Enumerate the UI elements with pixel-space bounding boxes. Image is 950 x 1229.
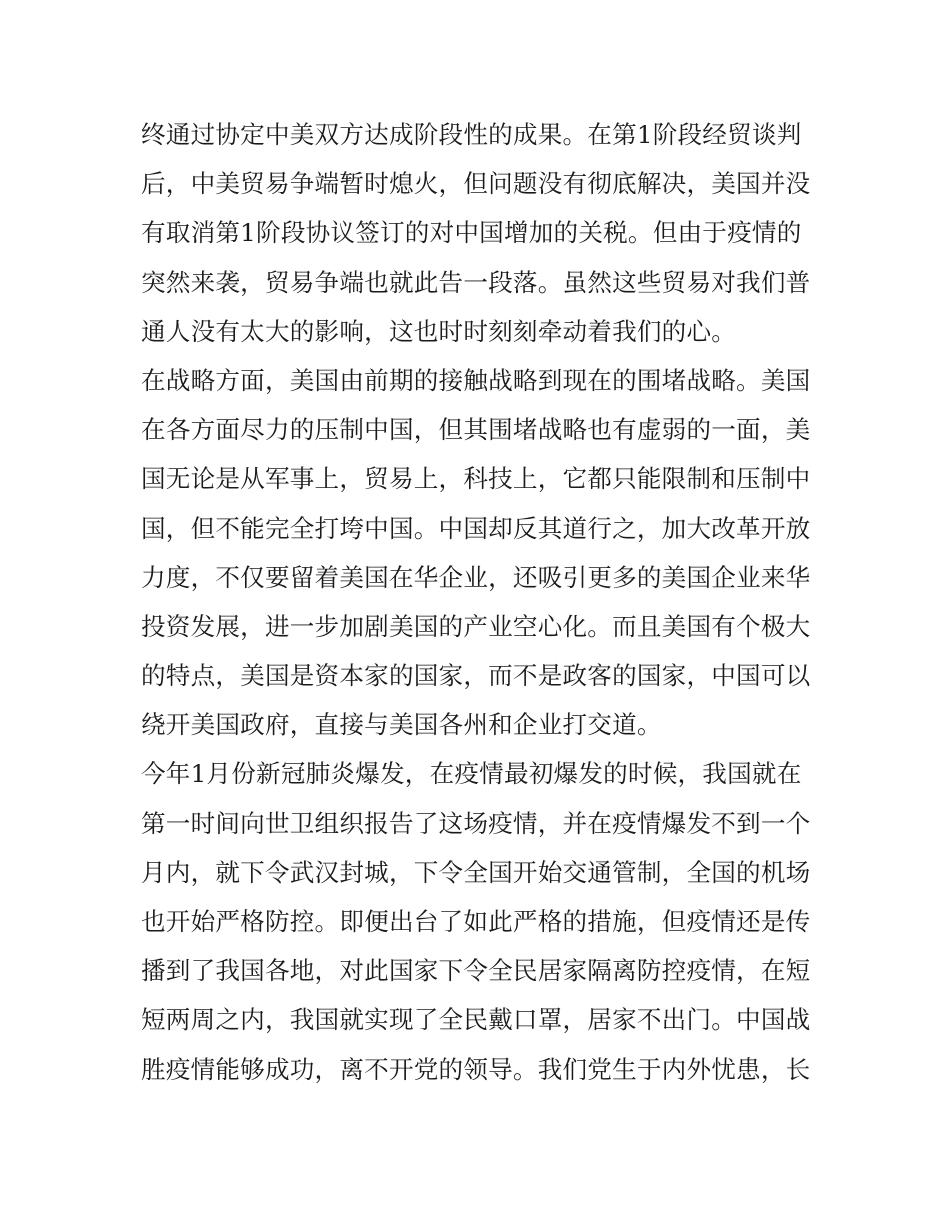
text-line: 短两周之内，我国就实现了全民戴口罩，居家不出门。中国战: [141, 1005, 811, 1035]
text-line: 国无论是从军事上，贸易上，科技上，它都只能限制和压制中: [141, 464, 811, 494]
text-line: 国，但不能完全打垮中国。中国却反其道行之，加大改革开放: [141, 513, 811, 543]
text-line: 在战略方面，美国由前期的接触战略到现在的围堵战略。美国: [141, 365, 811, 395]
text-line: 终通过协定中美双方达成阶段性的成果。在第1阶段经贸谈判: [141, 120, 802, 149]
text-line: 力度，不仅要留着美国在华企业，还吸引更多的美国企业来华: [141, 562, 811, 592]
text-line: 胜疫情能够成功，离不开党的领导。我们党生于内外忧患，长: [141, 1054, 811, 1084]
text-line: 有取消第1阶段协议签订的对中国增加的关税。但由于疫情的: [141, 218, 802, 248]
paragraph-epidemic: [141, 749, 809, 1093]
text-line: 月内，就下令武汉封城，下令全国开始交通管制，全国的机场: [141, 857, 811, 887]
text-line: 今年1月份新冠肺炎爆发，在疫情最初爆发的时候，我国就在: [141, 759, 802, 789]
paragraph-strategy: [141, 356, 809, 750]
text-line: 通人没有太大的影响，这也时时刻刻牵动着我们的心。: [141, 316, 737, 346]
text-line: 第一时间向世卫组织报告了这场疫情，并在疫情爆发不到一个: [141, 808, 811, 838]
text-line: 投资发展，进一步加剧美国的产业空心化。而且美国有个极大: [141, 611, 811, 641]
text-line: 的特点，美国是资本家的国家，而不是政客的国家，中国可以: [141, 661, 811, 691]
paragraph-trade-agreement: [141, 110, 809, 356]
text-line: 后，中美贸易争端暂时熄火，但问题没有彻底解决，美国并没: [141, 169, 811, 199]
document-body: [141, 110, 809, 1094]
text-line: 突然来袭，贸易争端也就此告一段落。虽然这些贸易对我们普: [141, 267, 811, 297]
text-line: 在各方面尽力的压制中国，但其围堵战略也有虚弱的一面，美: [141, 415, 811, 445]
text-line: 播到了我国各地，对此国家下令全民居家隔离防控疫情，在短: [141, 956, 811, 986]
text-line: 也开始严格防控。即便出台了如此严格的措施，但疫情还是传: [141, 907, 811, 936]
text-line: 绕开美国政府，直接与美国各州和企业打交道。: [141, 710, 662, 740]
